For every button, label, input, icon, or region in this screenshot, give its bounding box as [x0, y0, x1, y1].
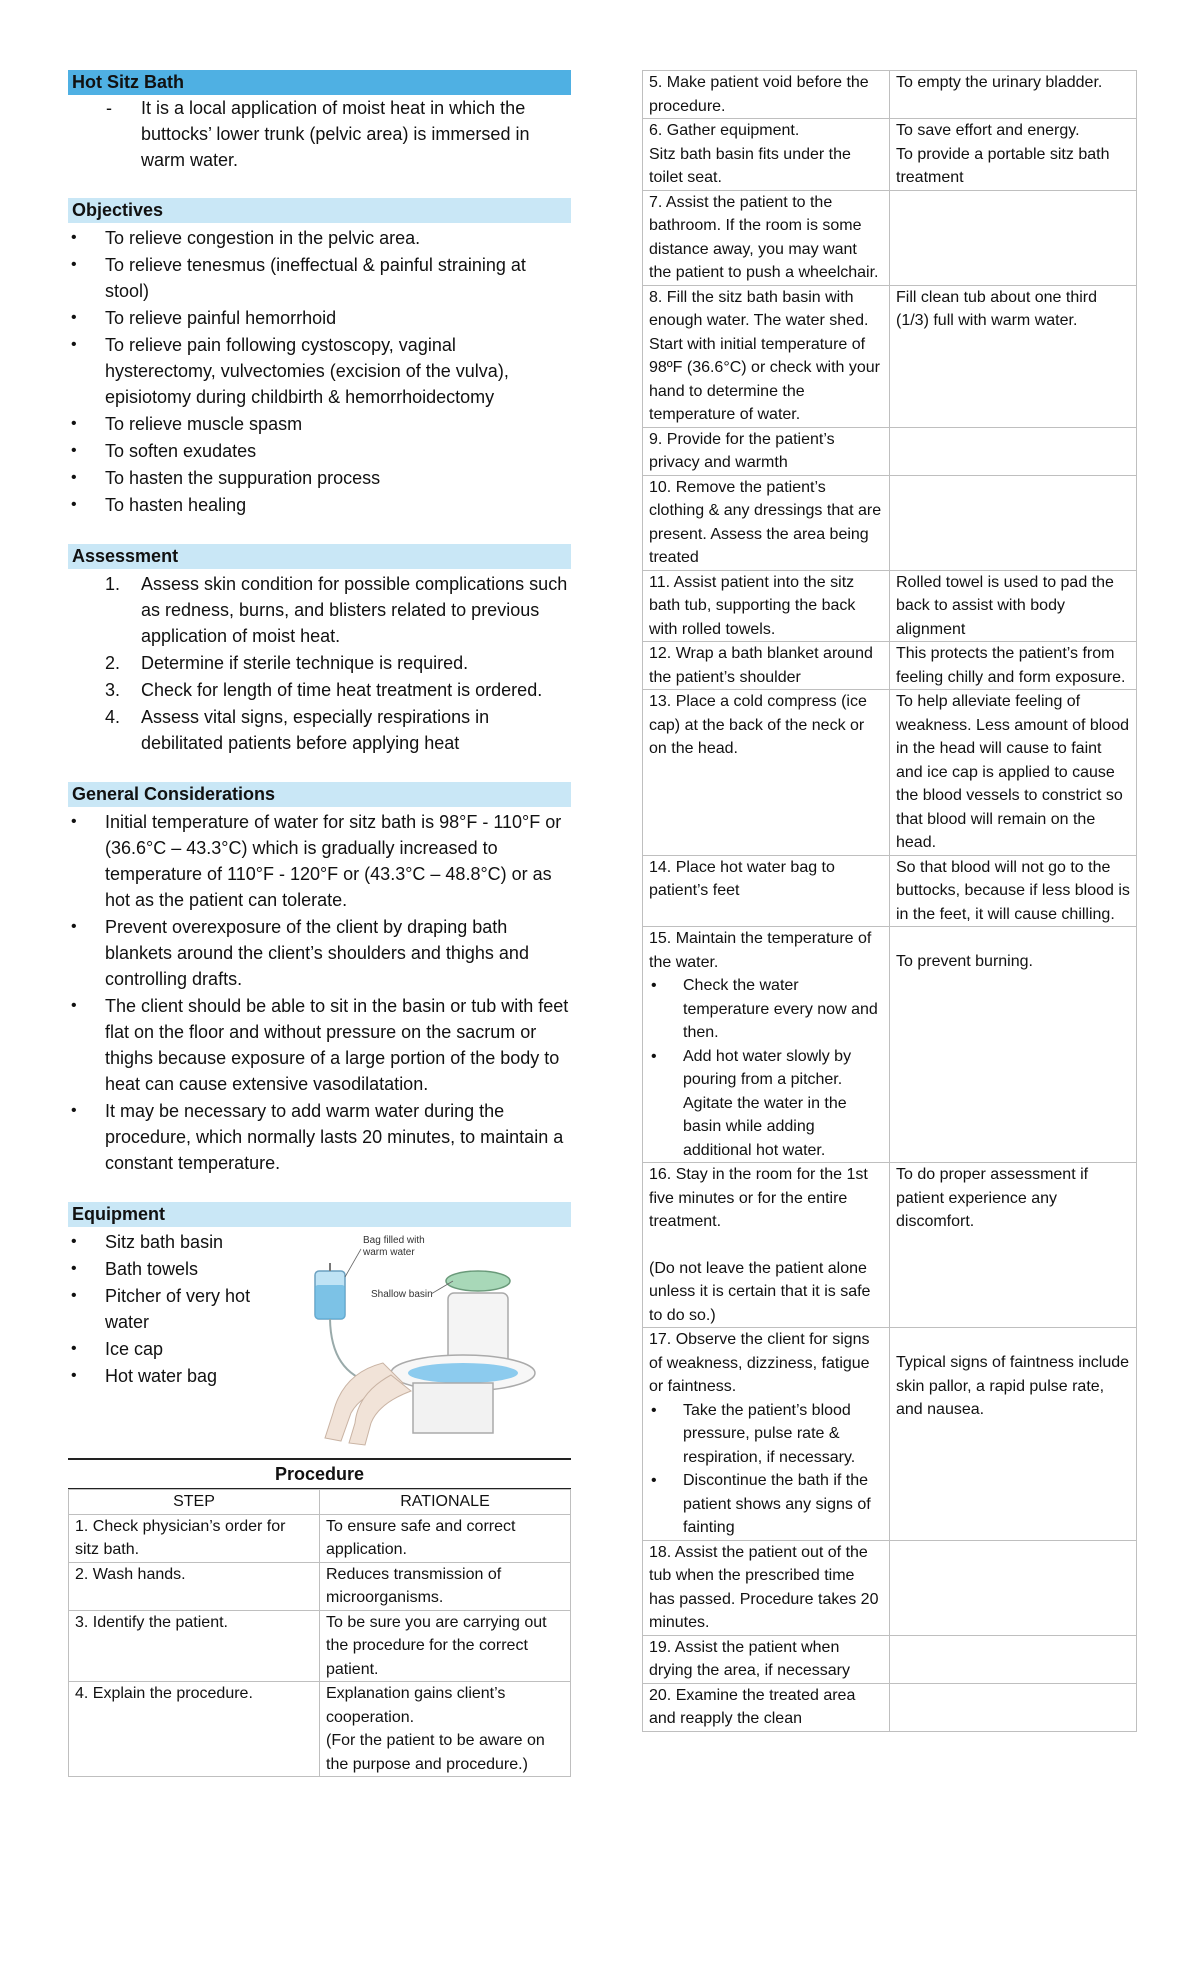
- rationale-cell: To be sure you are carrying out the procedure for the correct patient.: [320, 1610, 571, 1682]
- sitz-bath-illustration: [303, 1233, 543, 1453]
- table-row: [643, 1683, 1137, 1731]
- table-row: [643, 1635, 1137, 1683]
- table-row: [69, 1562, 571, 1610]
- step-cell: 5. Make patient void before the procedure.: [643, 71, 890, 119]
- procedure-title: Procedure: [68, 1458, 571, 1489]
- section-title-general-considerations: General Considerations: [68, 782, 571, 807]
- item-number: 3.: [105, 680, 121, 700]
- step-cell: 9. Provide for the patient’s privacy and warmth: [643, 427, 890, 475]
- list-item: • To relieve muscle spasm: [68, 411, 571, 437]
- list-item: • Take the patient’s blood pressure, pulse rate & respiration, if necessary.: [649, 1399, 883, 1470]
- item-number: 4.: [105, 707, 121, 727]
- rationale-cell: [890, 1635, 1137, 1683]
- figure-label-basin: Shallow basin: [371, 1289, 433, 1300]
- step-cell: 1. Check physician’s order for sitz bath.: [69, 1514, 320, 1562]
- rationale-cell: Fill clean tub about one third (1/3) full with warm water.: [890, 285, 1137, 427]
- list-item: • Discontinue the bath if the patient shows any signs of fainting: [649, 1469, 883, 1540]
- list-item: [68, 650, 571, 676]
- table-row: [643, 71, 1137, 119]
- table-row: [69, 1514, 571, 1562]
- list-item: • To hasten healing: [68, 492, 571, 518]
- list-item: • To relieve pain following cystoscopy, vaginal hysterectomy, vulvectomies (excision of the vulva), episiotomy during childbirth & hemorrhoidectomy: [68, 332, 571, 410]
- equipment-list: [68, 1229, 288, 1389]
- list-item: • The client should be able to sit in the basin or tub with feet flat on the floor and without pressure on the sacrum or thighs because exposure of a large portion of the body to heat can cause extensive vasodilatation.: [68, 993, 571, 1097]
- list-item: • Prevent overexposure of the client by draping bath blankets around the client’s shoulders and thighs and controlling drafts.: [68, 914, 571, 992]
- rationale-cell: To ensure safe and correct application.: [320, 1514, 571, 1562]
- objectives-list: [68, 225, 571, 518]
- list-item: [68, 677, 571, 703]
- rationale-cell: Rolled towel is used to pad the back to assist with body alignment: [890, 570, 1137, 642]
- step-text-2: (Do not leave the patient alone unless it is certain that it is safe to do so.): [649, 1259, 871, 1324]
- step-cell: 20. Examine the treated area and reapply the clean: [643, 1683, 890, 1731]
- dash-bullet: -: [106, 98, 112, 118]
- rationale-text-2: To provide a portable sitz bath treatment: [896, 145, 1110, 186]
- step-cell: 13. Place a cold compress (ice cap) at the back of the neck or on the head.: [643, 690, 890, 856]
- list-item: • Hot water bag: [68, 1363, 288, 1389]
- equipment-block: [68, 1229, 571, 1389]
- list-item: • Check the water temperature every now and then.: [649, 974, 883, 1045]
- table-row: [643, 427, 1137, 475]
- table-row: [643, 1163, 1137, 1328]
- section-title-hot-sitz-bath: Hot Sitz Bath: [68, 70, 571, 95]
- list-item: • To relieve congestion in the pelvic area.: [68, 225, 571, 251]
- rationale-text: To save effort and energy.: [896, 122, 1080, 139]
- rationale-cell: [890, 1328, 1137, 1541]
- rationale-text: Typical signs of faintness include skin pallor, a rapid pulse rate, and nausea.: [896, 1354, 1130, 1418]
- section-title-equipment: Equipment: [68, 1202, 571, 1227]
- rationale-text-2: (For the patient to be aware on the purpose and procedure.): [326, 1732, 545, 1773]
- rationale-text: To prevent burning.: [896, 953, 1033, 970]
- rationale-cell: [890, 190, 1137, 285]
- rationale-cell: Reduces transmission of microorganisms.: [320, 1562, 571, 1610]
- list-item: • Add hot water slowly by pouring from a pitcher. Agitate the water in the basin while adding additional hot water.: [649, 1045, 883, 1163]
- list-item: [68, 704, 571, 756]
- rationale-cell: This protects the patient’s from feeling chilly and form exposure.: [890, 642, 1137, 690]
- procedure-table-right: [642, 70, 1137, 1732]
- rationale-cell: [890, 475, 1137, 570]
- step-cell: [643, 1328, 890, 1541]
- rationale-cell: [320, 1682, 571, 1777]
- rationale-cell: To empty the urinary bladder.: [890, 71, 1137, 119]
- right-column: [642, 70, 1137, 1732]
- list-item: • Bath towels: [68, 1256, 288, 1282]
- table-row: [643, 190, 1137, 285]
- table-row: [643, 285, 1137, 427]
- item-text: Determine if sterile technique is required.: [141, 653, 469, 673]
- procedure-table-left: [68, 1489, 571, 1777]
- step-cell: [643, 927, 890, 1163]
- list-item: • Ice cap: [68, 1336, 288, 1362]
- rationale-cell: [890, 1540, 1137, 1635]
- list-item: • Sitz bath basin: [68, 1229, 288, 1255]
- list-item: • To hasten the suppuration process: [68, 465, 571, 491]
- figure-label-bag-2: warm water: [363, 1247, 415, 1258]
- step-cell: 10. Remove the patient’s clothing & any dressings that are present. Assess the area being treated: [643, 475, 890, 570]
- table-row: [643, 119, 1137, 191]
- step-cell: 14. Place hot water bag to patient’s feet: [643, 855, 890, 927]
- step-text-2: Sitz bath basin fits under the toilet seat.: [649, 145, 851, 186]
- table-row: [643, 642, 1137, 690]
- considerations-list: [68, 809, 571, 1176]
- shallow-basin-icon: [408, 1363, 518, 1383]
- item-text: Assess vital signs, especially respirations in debilitated patients before applying heat: [141, 707, 490, 753]
- table-row: [643, 475, 1137, 570]
- list-item: • Initial temperature of water for sitz bath is 98°F - 110°F or (36.6°C – 43.3°C) which is gradually increased to temperature of 110°F - 120°F or (43.3°C – 48.8°C) or as hot as the patient can tolerate.: [68, 809, 571, 913]
- step-cell: 19. Assist the patient when drying the area, if necessary: [643, 1635, 890, 1683]
- step-sublist: [649, 1399, 883, 1540]
- column-header-step: STEP: [69, 1490, 320, 1515]
- step-cell: 18. Assist the patient out of the tub when the prescribed time has passed. Procedure takes 20 minutes.: [643, 1540, 890, 1635]
- item-text: Check for length of time heat treatment is ordered.: [141, 680, 543, 700]
- definition-text: It is a local application of moist heat in which the buttocks’ lower trunk (pelvic area) is immersed in warm water.: [141, 98, 530, 170]
- table-row: [643, 690, 1137, 856]
- rationale-cell: [890, 1683, 1137, 1731]
- left-column: [68, 70, 571, 1777]
- step-text: 6. Gather equipment.: [649, 122, 800, 139]
- table-row: [69, 1682, 571, 1777]
- item-number: 1.: [105, 574, 121, 594]
- figure-label-bag: Bag filled with: [363, 1235, 425, 1246]
- step-cell: 2. Wash hands.: [69, 1562, 320, 1610]
- rationale-cell: So that blood will not go to the buttocks, because if less blood is in the feet, it will cause chilling.: [890, 855, 1137, 927]
- rationale-cell: [890, 427, 1137, 475]
- rationale-cell: To help alleviate feeling of weakness. Less amount of blood in the head will cause to faint and ice cap is applied to cause the blood vessels to constrict so that blood will remain on the head.: [890, 690, 1137, 856]
- rationale-cell: [890, 119, 1137, 191]
- step-cell: 12. Wrap a bath blanket around the patient’s shoulder: [643, 642, 890, 690]
- item-text: Assess skin condition for possible complications such as redness, burns, and blisters related to previous application of moist heat.: [141, 574, 568, 646]
- table-row: [643, 927, 1137, 1163]
- rationale-text: Explanation gains client’s cooperation.: [326, 1685, 506, 1726]
- table-row: [69, 1610, 571, 1682]
- step-cell: 11. Assist patient into the sitz bath tub, supporting the back with rolled towels.: [643, 570, 890, 642]
- step-cell: [643, 119, 890, 191]
- section-title-assessment: Assessment: [68, 544, 571, 569]
- list-item: • To relieve painful hemorrhoid: [68, 305, 571, 331]
- step-text: 17. Observe the client for signs of weakness, dizziness, fatigue or faintness.: [649, 1331, 870, 1395]
- list-item: • Pitcher of very hot water: [68, 1283, 288, 1335]
- rationale-cell: To do proper assessment if patient experience any discomfort.: [890, 1163, 1137, 1328]
- assessment-list: [68, 571, 571, 756]
- table-header-row: [69, 1490, 571, 1515]
- item-number: 2.: [105, 653, 121, 673]
- step-cell: 8. Fill the sitz bath basin with enough water. The water shed. Start with initial temperature of 98ºF (36.6°C) or check with your hand to determine the temperature of water.: [643, 285, 890, 427]
- rationale-cell: [890, 927, 1137, 1163]
- step-cell: 7. Assist the patient to the bathroom. If the room is some distance away, you may want the patient to push a wheelchair.: [643, 190, 890, 285]
- definition: [68, 95, 571, 173]
- list-item: • To relieve tenesmus (ineffectual & painful straining at stool): [68, 252, 571, 304]
- step-text: 16. Stay in the room for the 1st five minutes or for the entire treatment.: [649, 1166, 868, 1230]
- step-cell: [643, 1163, 890, 1328]
- step-text: 15. Maintain the temperature of the water.: [649, 930, 872, 971]
- list-item: • It may be necessary to add warm water during the procedure, which normally lasts 20 minutes, to maintain a constant temperature.: [68, 1098, 571, 1176]
- step-sublist: [649, 974, 883, 1162]
- section-title-objectives: Objectives: [68, 198, 571, 223]
- table-row: [643, 570, 1137, 642]
- column-header-rationale: RATIONALE: [320, 1490, 571, 1515]
- step-cell: 3. Identify the patient.: [69, 1610, 320, 1682]
- list-item: [68, 571, 571, 649]
- table-row: [643, 1540, 1137, 1635]
- step-cell: 4. Explain the procedure.: [69, 1682, 320, 1777]
- table-row: [643, 1328, 1137, 1541]
- table-row: [643, 855, 1137, 927]
- list-item: • To soften exudates: [68, 438, 571, 464]
